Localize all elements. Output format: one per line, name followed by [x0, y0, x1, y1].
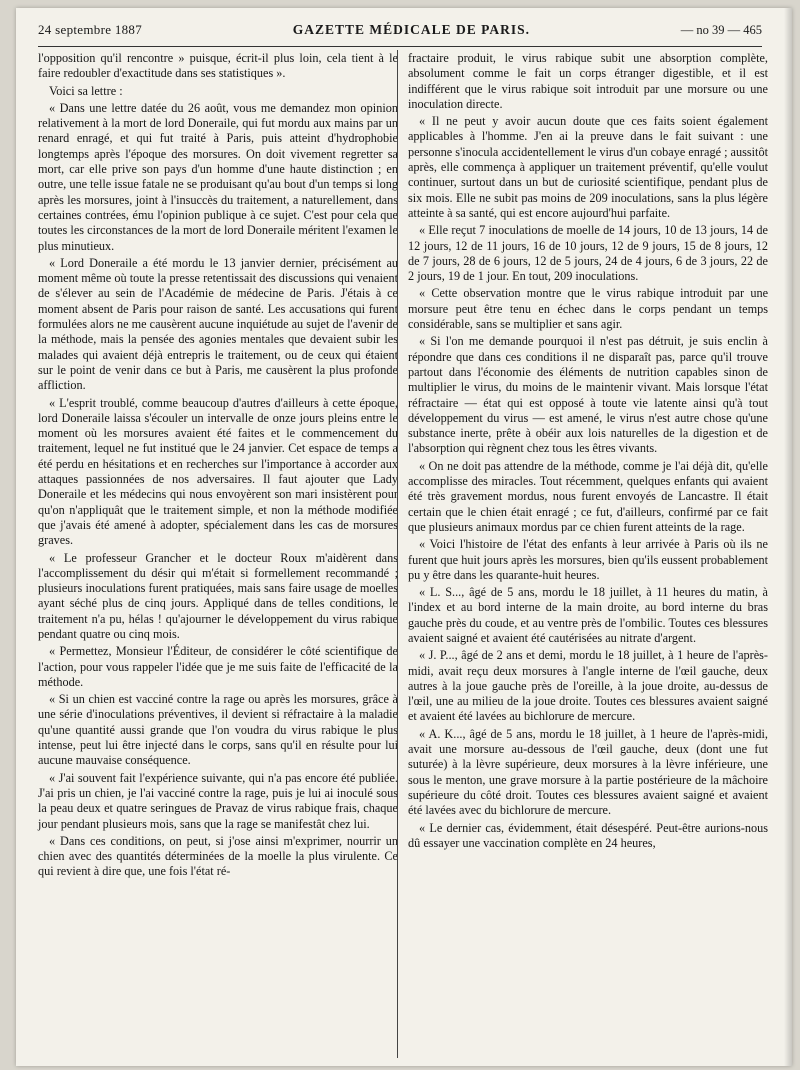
paragraph: « J. P..., âgé de 2 ans et demi, mordu le 18 juillet, à 1 heure de l'après-midi, avait reçu deux morsures à l'angle interne de l'œil gauche, deux autres à la joue gauche près de l'oreille, à la joue droite, au-dessus de l'œil, une au milieu de la joue droite. Toutes ces blessures avaient saigné et avaient été lavées au bichlorure de mercure. [408, 648, 768, 724]
header-date: 24 septembre 1887 [38, 22, 143, 37]
paragraph: « L'esprit troublé, comme beaucoup d'autres d'ailleurs à cette époque, lord Doneraile laissa s'écouler un intervalle de onze jours pleins entre le moment où les morsures avaient été faites et le commencement du traitement, lequel ne fut institué que le 24 janvier. Cet espace de temps a été perdu en hésitations et en recherches sur l'importance à accorder aux attaques passionnées de nos adversaires. Il faut ajouter que Lady Doneraile et les médecins qui nous envoyèrent son mari insistèrent pour qu'on n'appliquât que le traitement simple, et non la méthode modifiée que j'avais été amené à adopter, spécialement dans les cas de morsures graves. [38, 395, 398, 548]
paragraph: « Voici l'histoire de l'état des enfants à leur arrivée à Paris où ils ne furent que huit jours après les morsures, bien qu'ils eussent probablement pu y être dans les quarante-huit heures. [408, 537, 768, 582]
header-journal-title: GAZETTE MÉDICALE DE PARIS. [292, 22, 531, 37]
paragraph: « Le professeur Grancher et le docteur Roux m'aidèrent dans l'accomplissement du désir qui m'était si formellement recommandé ; plusieurs inoculations furent pratiquées, mais sans faire usage de moelles ayant séché plus de cinq jours. Appliqué dans de telles conditions, le traitement n'a pu, hélas ! qu'ajourner le développement du virus rabique pendant quatre ou cinq mois. [38, 550, 398, 641]
journal-page [16, 8, 792, 1066]
paragraph: « Permettez, Monsieur l'Éditeur, de considérer le côté scientifique de l'action, pour vous rappeler l'idée que je me suis faite de l'efficacité de la méthode. [38, 644, 398, 689]
paragraph: « L. S..., âgé de 5 ans, mordu le 18 juillet, à 11 heures du matin, à l'index et au bord interne de la main droite, au bord interne du bras gauche près du coude, et au ventre près de l'ombilic. Toutes ces blessures avaient saigné et avaient été cautérisées au nitrate d'argent. [408, 585, 768, 645]
column-divider [397, 50, 398, 1058]
paragraph: « Dans ces conditions, on peut, si j'ose ainsi m'exprimer, nourrir un chien avec des quantités déterminées de la moelle la plus virulente. Ce qui revient à dire que, une fois l'état ré- [38, 833, 398, 879]
paragraph: « Il ne peut y avoir aucun doute que ces faits soient également applicables à l'homme. J'en ai la preuve dans le fait suivant : une personne s'inocula accidentellement le virus d'un cobaye enragé ; aussitôt après, elle commença à appliquer un traitement préventif, qu'elle voulut continuer, surtout dans un but de curiosité scientifique, pendant plus de six mois. Elle ne subit pas moins de 209 inoculations, sans la plus légère atteinte à sa santé, qui est encore aujourd'hui parfaite. [408, 114, 768, 220]
paragraph: fractaire produit, le virus rabique subit une absorption complète, absolument comme le fait un corps étranger digestible, et il est indifférent que le virus rabique soit introduit par une morsure ou une inoculation directe. [408, 51, 768, 111]
header-issue-page: — no 39 — 465 [680, 23, 762, 37]
paragraph: « Le dernier cas, évidemment, était désespéré. Peut-être aurions-nous dû essayer une vaccination complète en 24 heures, [408, 820, 768, 850]
header-rule [38, 46, 762, 47]
paragraph: « Dans une lettre datée du 26 août, vous me demandez mon opinion relativement à la mort de lord Doneraile, qui fut mordu aux mains par un renard enragé, et qui fut traité à Paris, puis atteint d'hydrophobie longtemps après l'époque des morsures. On doit vivement regretter sa mort, car elle prive son pays d'un homme d'une haute distinction ; en outre, une telle issue fatale ne se produisant qu'au bout d'un temps si long après les morsures, joint à l'insuccès du traitement, a naturellement, dans certaines contrées, ému l'opinion publique à ce sujet. C'est pour cela que toutes les circonstances de la mort de lord Doneraile méritent l'examen le plus minutieux. [38, 100, 398, 253]
paragraph: « Si un chien est vacciné contre la rage ou après les morsures, grâce à une série d'inoculations préventives, il devient si réfractaire à la maladie qu'une quantité aussi grande que l'on voudra du virus rabique le plus intense, peut lui être injecté dans le corps, sans qu'il en résulte pour lui aucune mauvaise conséquence. [38, 692, 398, 768]
running-header [38, 22, 762, 44]
page-edge-shadow [784, 8, 792, 1066]
paragraph: « On ne doit pas attendre de la méthode, comme je l'ai déjà dit, qu'elle accomplisse des miracles. Tout récemment, quelques enfants qui avaient été très gravement mordus, nous furent envoyés de Lancastre. Il était certain que le chien était enragé ; ce fut, d'ailleurs, confirmé par ce fait que plusieurs animaux mordus par ce chien furent atteints de la rage. [408, 458, 768, 534]
paragraph: « J'ai souvent fait l'expérience suivante, qui n'a pas encore été publiée. J'ai pris un chien, je l'ai vacciné contre la rage, puis je lui ai inoculé sous la peau deux et quatre seringues de Pravaz de virus rabique frais, chaque jour pendant plusieurs mois, sans que la rage se manifestât chez lui. [38, 770, 398, 831]
paragraph: « Cette observation montre que le virus rabique introduit par une morsure peut être tenu en échec dans le corps pendant un temps considérable, sans se multiplier et sans agir. [408, 286, 768, 332]
paragraph: « Lord Doneraile a été mordu le 13 janvier dernier, précisément au moment même où toute la presse retentissait des discussions qui venaient de s'élever au sein de l'Académie de médecine de Paris. J'étais à ce moment absent de Paris pour raison de santé. Les accusations qui furent formulées alors ne me causèrent aucune inquiétude au sujet de l'avenir de la méthode, mais la pensée des agonies mentales que devaient subir les malades qui avaient déjà entrepris le traitement, ou de ceux qui étaient sur le point de venir dans ce but à Paris, me causèrent la plus profonde affliction. [38, 255, 398, 393]
paragraph: « Elle reçut 7 inoculations de moelle de 14 jours, 10 de 13 jours, 14 de 12 jours, 12 de 11 jours, 16 de 10 jours, 12 de 9 jours, 15 de 8 jours, 12 de 7 jours, 28 de 6 jours, 12 de 5 jours, 24 de 4 jours, 6 de 3 jours, 22 de 2 jours, 19 de 1 jour. En tout, 209 inoculations. [408, 223, 768, 284]
paragraph: l'opposition qu'il rencontre » puisque, écrit-il plus loin, cela tient à le faire redoubler d'exactitude dans ses statistiques ». [38, 51, 398, 81]
paragraph: « A. K..., âgé de 5 ans, mordu le 18 juillet, à 1 heure de l'après-midi, avait une morsure au-dessous de l'œil gauche, deux (dont une fut suturée) à la lèvre supérieure, deux morsures à la lèvre inférieure, une sous le menton, une grave morsure à la partie postérieure de la mâchoire supérieure du côté droit. Toutes ces blessures avaient saigné et avaient été lavées avec du bichlorure de mercure. [408, 726, 768, 818]
left-column [38, 51, 398, 882]
paragraph: « Si l'on me demande pourquoi il n'est pas détruit, je suis enclin à répondre que dans ces conditions il ne disparaît pas, parce qu'il trouve partout dans l'économie des éléments de nutrition capables sinon de multiplier le virus, du moins de le maintenir vivant. Mais lorsque l'état réfractaire — état qui est opposé à toute vie latente ainsi qu'à tout développement du virus — est amené, le virus n'est autre chose qu'une substance inerte, prête à obéir aux lois naturelles de la digestion et de l'absorption qui règnent chez tous les êtres vivants. [408, 334, 768, 456]
paragraph: Voici sa lettre : [49, 83, 123, 98]
right-column [408, 51, 768, 853]
